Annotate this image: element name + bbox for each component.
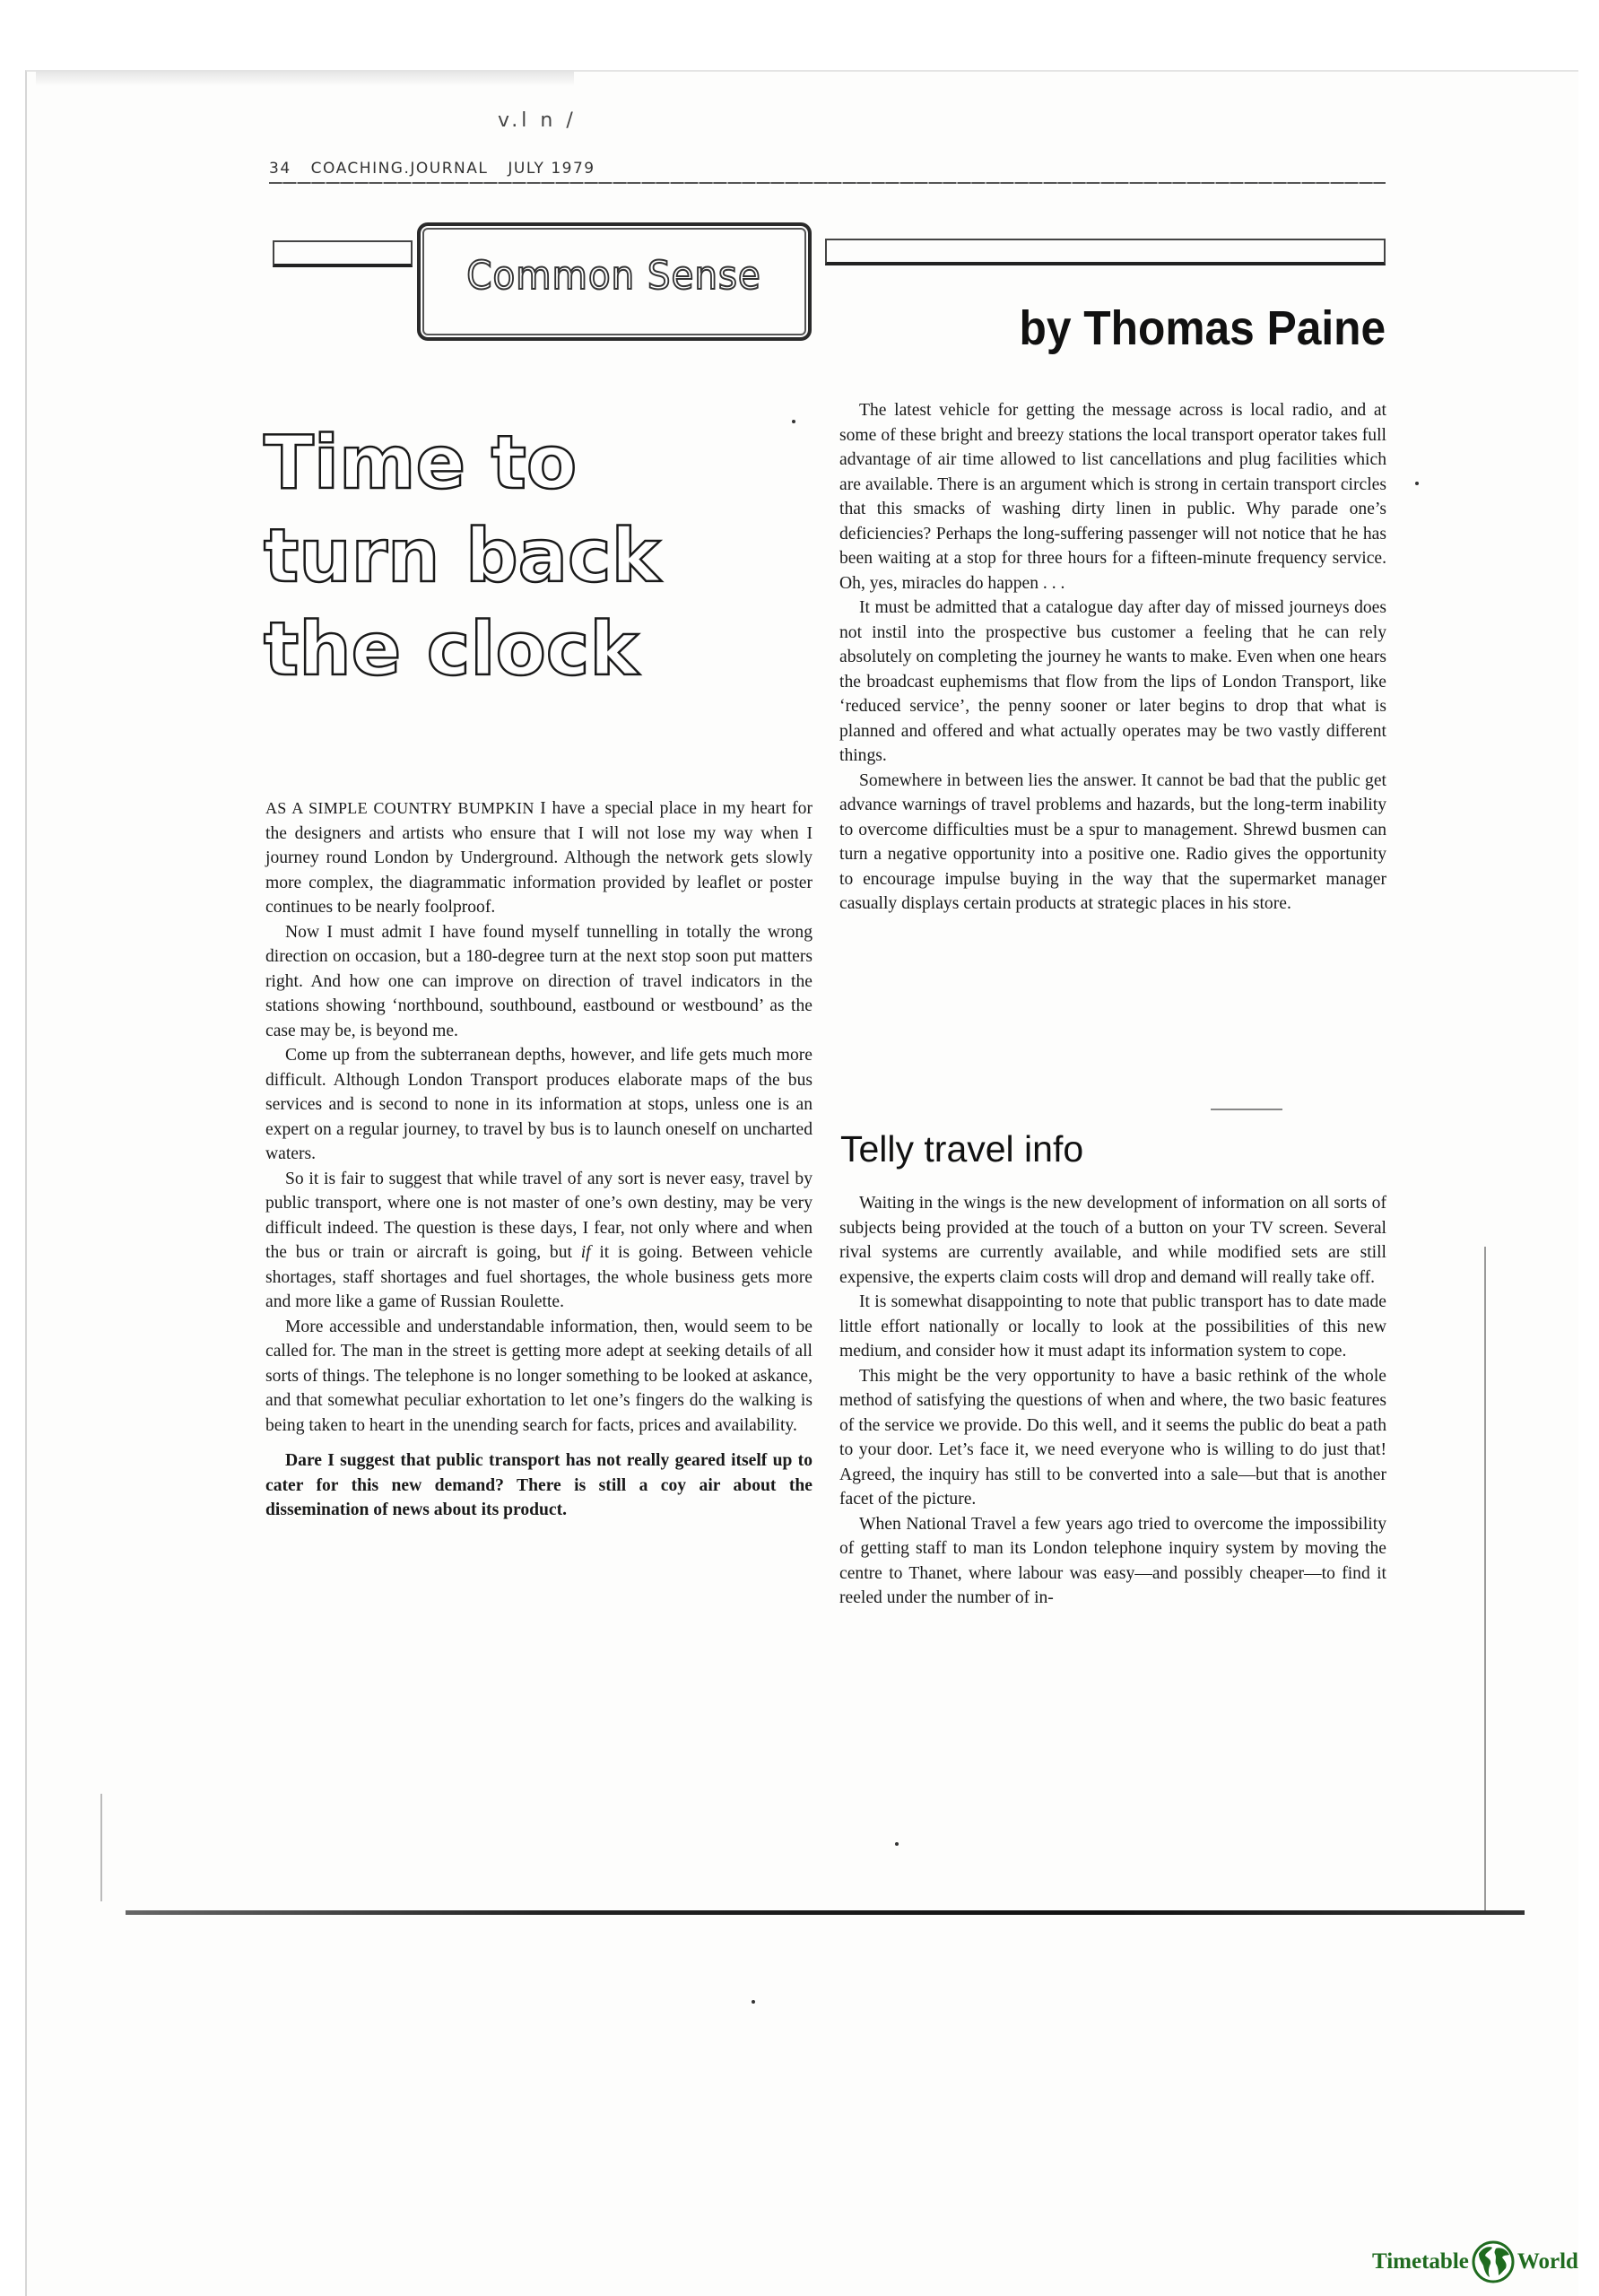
decorative-bar-left bbox=[273, 240, 413, 267]
page-edge-line bbox=[1484, 1247, 1486, 1910]
right-column bbox=[839, 398, 1386, 917]
paragraph: Somewhere in between lies the answer. It cannot be bad that the public get advance warnings of travel problems and hazards, but the long-term inability to overcome difficulties must be a spur to management. Shrewd busmen can turn a negative opportunity into a positive one. Radio gives the opportunity to encourage impulse buying in the way that the supermarket manager casually displays certain products at strategic places in his store. bbox=[839, 770, 1386, 913]
paragraph: It must be admitted that a catalogue day after day of missed journeys does not instil into the prospective bus customer a feeling that he can rely absolutely on completing the journey he wants to make. Even when one hears the broadcast euphemisms that flow from the lips of London Transport, like ‘reduced service’, the penny sooner or later begins to drop that what is planned and offered and what actually operates may be two vastly different things. bbox=[839, 598, 1386, 765]
lead-in: AS A SIMPLE COUNTRY BUMPKIN bbox=[265, 799, 534, 817]
publication-name: COACHING.JOURNAL bbox=[310, 160, 489, 178]
bottom-rule bbox=[126, 1910, 1525, 1915]
header-rule bbox=[269, 182, 1386, 184]
decorative-bar-right bbox=[825, 239, 1386, 265]
closing-paragraph: Dare I suggest that public transport has not really geared itself up to cater for this new demand? There is still a coy air about the dissemination of news about its product. bbox=[265, 1451, 813, 1519]
timetable-world-watermark bbox=[1372, 2239, 1578, 2284]
divider bbox=[1211, 1109, 1282, 1110]
paragraph: The latest vehicle for getting the message across is local radio, and at some of these bright and breezy stations the local transport operator takes full advantage of air time allowed to list cancellations and plug facilities which are available. There is an argument which is strong in certain transport circles that this smacks of washing dirty linen in public. Why parade one’s deficiencies? Perhaps the long-suffering passenger will not notice that he has been waiting at a stop for three hours for a fifteen-minute frequency service. Oh, yes, miracles do happen . . . bbox=[839, 401, 1386, 593]
watermark-left-word: Timetable bbox=[1372, 2249, 1469, 2274]
page-edge-line-left bbox=[100, 1794, 102, 1901]
headline-line: Time to bbox=[264, 421, 578, 506]
running-head bbox=[269, 160, 615, 178]
column-logo: Common Sense bbox=[466, 252, 762, 299]
paragraph-text: I have a special place in my heart for the designers and artists who ensure that I will not lose my way when I journey round London by Underground. Although the network gets slowly more complex, the diagrammatic information provided by leaflet or poster continues to be nearly foolproof. bbox=[265, 799, 813, 917]
paragraph: This might be the very opportunity to have a basic rethink of the whole method of satisfying the questions of when and where, the two basic features of the service we provide. Do this well, and it seems the public do beat a path to your door. Let’s face it, we need everyone who is willing to do just that! Agreed, the inquiry has still to be converted into a sale—but that is another facet of the picture. bbox=[839, 1366, 1386, 1509]
speck bbox=[895, 1842, 899, 1846]
paragraph bbox=[265, 796, 813, 920]
paragraph: Now I must admit I have found myself tunnelling in totally the wrong direction on occasion, but a 180-degree turn at the next stop soon put matters right. And how one can improve on direction of travel indicators in the stations showing ‘northbound, southbound, eastbound or westbound’ as the case may be, is beyond me. bbox=[265, 922, 813, 1040]
headline-line: the clock bbox=[264, 607, 639, 692]
page-fold-shadow bbox=[36, 70, 574, 86]
paragraph-text: So it is fair to suggest that while travel of any sort is never easy, travel by public transport, where one is not master of one’s own destiny, may be very difficult indeed. The question is these days, I fear, not only where and when the bus or train or aircraft is going, but bbox=[265, 1169, 813, 1262]
speck bbox=[792, 420, 795, 423]
byline: by Thomas Paine bbox=[1019, 301, 1386, 355]
paragraph bbox=[265, 1167, 813, 1315]
italic-emphasis: if bbox=[580, 1243, 591, 1262]
speck bbox=[752, 2000, 755, 2004]
issue-date: JULY 1979 bbox=[508, 160, 595, 178]
paragraph: Waiting in the wings is the new development of information on all sorts of subjects being provided at the touch of a button on your TV screen. Several rival systems are currently available, and while modified sets are still expensive, the experts claim costs will drop and demand will really take off. bbox=[839, 1194, 1386, 1287]
right-column-continued bbox=[839, 1191, 1386, 1611]
subheading: Telly travel info bbox=[840, 1128, 1084, 1170]
paragraph-text: it is going. Between vehicle shortages, staff shortages and fuel shortages, the whole business gets more and more like a game of Russian Roulette. bbox=[265, 1243, 813, 1311]
headline-line: turn back bbox=[264, 514, 661, 599]
column-logo-box bbox=[417, 222, 812, 341]
speck bbox=[1415, 482, 1419, 485]
headline bbox=[264, 417, 660, 697]
watermark-right-word: World bbox=[1516, 2249, 1578, 2274]
globe-icon bbox=[1471, 2239, 1516, 2284]
page-number: 34 bbox=[269, 160, 291, 178]
left-column bbox=[265, 796, 813, 1523]
handwritten-note: v.l n / bbox=[498, 109, 577, 132]
paragraph: When National Travel a few years ago tried to overcome the impossibility of getting staff to man its London telephone inquiry system by moving the centre to Thanet, where labour was easy—and possibly cheaper—to find it reeled under the number of in- bbox=[839, 1514, 1386, 1607]
paragraph: Come up from the subterranean depths, however, and life gets much more difficult. Although London Transport produces elaborate maps of the bus services and is second to none in its information at stops, unless one is an expert on a regular journey, to travel by bus is to launch oneself on uncharted waters. bbox=[265, 1046, 813, 1163]
paragraph: More accessible and understandable information, then, would seem to be called for. The man in the street is getting more adept at seeking details of all sorts of things. The telephone is no longer something to be looked at askance, and that somewhat peculiar exhortation to let one’s fingers do the walking is being taken to heart in the unending search for facts, prices and availability. bbox=[265, 1317, 813, 1435]
paragraph: It is somewhat disappointing to note that public transport has to date made little effort nationally or locally to look at the possibilities of this new medium, and consider how it must adapt its information system to cope. bbox=[839, 1292, 1386, 1361]
